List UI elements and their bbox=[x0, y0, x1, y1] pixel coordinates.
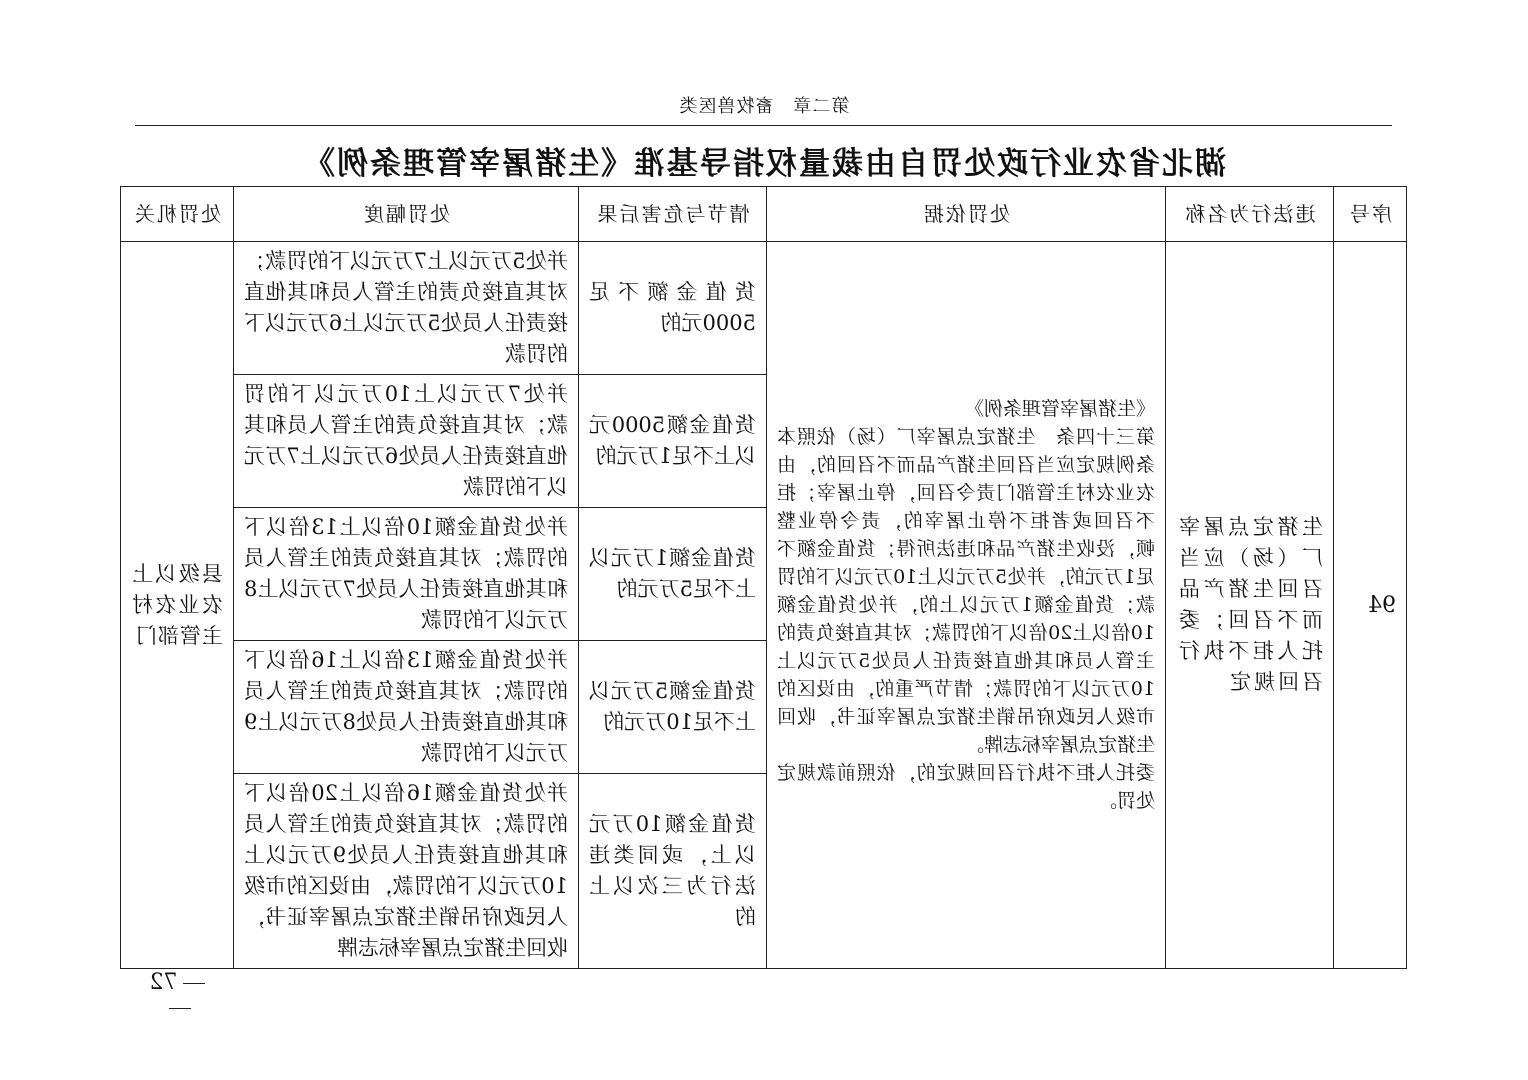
entry-number: 94 bbox=[1334, 242, 1407, 969]
tier-range: 并处货值金额16倍以上20倍以下的罚款；对其直接负责的主管人员和其他直接责任人员处9万元以上10万元以下的罚款，由设区的市级人民政府吊销生猪定点屠宰证书，收回生猪定点屠宰标志牌 bbox=[234, 774, 579, 969]
page-number-dash-right bbox=[170, 1008, 192, 1009]
basis-text: 第三十四条 生猪定点屠宰厂（场）依照本条例规定应当召回生猪产品而不召回的，由农业农村主管部门责令召回，停止屠宰；拒不召回或者拒不停止屠宰的，责令停业整顿，没收生猪产品和违法所得；货值金额不足1万元的，并处5万元以上10万元以下的罚款；货值金额1万元以上的，并处货值金额10倍以上20倍以下的罚款；对其直接负责的主管人员和其他直接责任人员处5万元以上10万元以下的罚款；情节严重的，由设区的市级人民政府吊销生猪定点屠宰证书，收回生猪定点屠宰标志牌。 bbox=[777, 426, 1155, 756]
document-title: 湖北省农业行政处罚自由裁量权指导基准《生猪屠宰管理条例》 bbox=[302, 146, 1226, 182]
tier-range: 并处7万元以上10万元以下的罚款；对其直接负责的主管人员和其他直接责任人员处6万元以上7万元以下的罚款 bbox=[234, 375, 579, 508]
page-number-value: 72 bbox=[149, 970, 178, 995]
header-basis: 处罚依据 bbox=[767, 187, 1166, 242]
table-row bbox=[121, 242, 1407, 375]
basis-title: 《生猪屠宰管理条例》 bbox=[964, 398, 1155, 420]
tier-circumstance: 货值金额5万元以上不足10万元的 bbox=[579, 641, 767, 774]
tier-range: 并处5万元以上7万元以下的罚款；对其直接负责的主管人员和其他直接责任人员处5万元以上6万元以下的罚款 bbox=[234, 242, 579, 375]
table-header-row bbox=[121, 187, 1407, 242]
penalty-authority: 县级以上农业农村主管部门 bbox=[121, 242, 234, 969]
penalty-table bbox=[120, 186, 1407, 969]
tier-range: 并处货值金额10倍以上13倍以下的罚款；对其直接负责的主管人员和其他直接责任人员处7万元以上8万元以下的罚款 bbox=[234, 508, 579, 641]
header-violation: 违法行为名称 bbox=[1166, 187, 1334, 242]
tier-circumstance: 货值金额不足5000元的 bbox=[579, 242, 767, 375]
header-number: 序号 bbox=[1334, 187, 1407, 242]
header-circumstance: 情节与危害后果 bbox=[579, 187, 767, 242]
tier-circumstance: 货值金额10万元以上，或同类违法行为三次以上的 bbox=[579, 774, 767, 969]
page-number-dash-left bbox=[184, 983, 206, 984]
header-rule bbox=[135, 125, 1392, 126]
header-range: 处罚幅度 bbox=[234, 187, 579, 242]
basis-text-2: 委托人拒不执行召回规定的，依照前款规定处罚。 bbox=[777, 762, 1155, 812]
violation-name: 生猪定点屠宰厂（场）应当召回生猪产品而不召回；委托人拒不执行召回规定 bbox=[1166, 242, 1334, 969]
page-number bbox=[133, 970, 228, 1020]
running-head: 第二章 畜牧兽医类 bbox=[678, 96, 850, 117]
tier-range: 并处货值金额13倍以上16倍以下的罚款；对其直接负责的主管人员和其他直接责任人员处8万元以上9万元以下的罚款 bbox=[234, 641, 579, 774]
header-authority: 处罚机关 bbox=[121, 187, 234, 242]
tier-circumstance: 货值金额1万元以上不足5万元的 bbox=[579, 508, 767, 641]
penalty-basis bbox=[767, 242, 1166, 969]
tier-circumstance: 货值金额5000元以上不足1万元的 bbox=[579, 375, 767, 508]
